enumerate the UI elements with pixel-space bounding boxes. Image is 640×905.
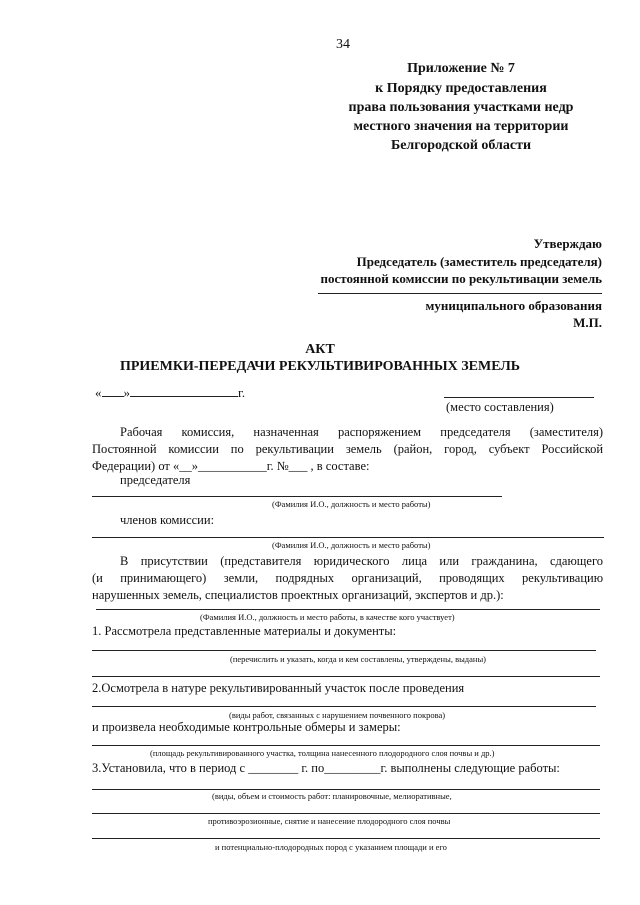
seal-label: М.П.	[573, 315, 602, 330]
presence-line-1	[120, 553, 603, 569]
place-line	[444, 397, 594, 398]
item-3-line	[92, 789, 600, 790]
members-name-line	[92, 537, 604, 538]
members-caption: (Фамилия И.О., должность и место работы)	[272, 540, 431, 550]
appendix-line-3: права пользования участками недр	[348, 100, 574, 115]
word: принимающего)	[120, 571, 207, 585]
item-1-line	[92, 650, 596, 651]
word: Постоянной	[92, 442, 157, 456]
item-3-caption-2: противоэрозионные, снятие и нанесение плодородного слоя почвы	[208, 816, 451, 826]
word: город,	[444, 442, 477, 456]
intro-line-2	[92, 441, 603, 457]
intro-line-3: Федерации) от «__»___________г. №___ , в составе:	[92, 459, 370, 473]
act-title: АКТ	[305, 342, 335, 357]
intro-line-1	[120, 424, 603, 440]
word: Российской	[541, 442, 603, 456]
presence-caption: (Фамилия И.О., должность и место работы, в качестве кого участвует)	[200, 612, 455, 622]
word: (район,	[393, 442, 433, 456]
item-2-text: 2.Осмотрела в натуре рекультивированный участок после проведения	[92, 681, 465, 695]
commission-title: постоянной комиссии по рекультивации земель	[320, 271, 602, 286]
word: рекультивацию	[522, 571, 603, 585]
word: (представителя	[220, 554, 302, 568]
day-blank	[102, 385, 124, 397]
item-1-line-2	[92, 676, 600, 677]
word: назначенная	[253, 425, 319, 439]
word: Рабочая	[120, 425, 163, 439]
presence-line-2	[92, 570, 603, 586]
act-subtitle: ПРИЕМКИ-ПЕРЕДАЧИ РЕКУЛЬТИВИРОВАННЫХ ЗЕМЕЛЬ	[119, 359, 521, 374]
word: В	[120, 554, 129, 568]
word: или	[439, 554, 460, 568]
item-3-text: 3.Установила, что в период с ________ г. по_________г. выполнены следующие работы:	[92, 761, 560, 775]
word: лица	[401, 554, 428, 568]
item-3-line-2	[92, 813, 600, 814]
word: подрядных	[275, 571, 335, 585]
municipality-label: муниципального образования	[425, 298, 602, 313]
word: по	[230, 442, 244, 456]
date-open-quote: «	[95, 385, 102, 400]
signature-line	[318, 293, 602, 294]
word: организаций,	[351, 571, 422, 585]
word: гражданина,	[471, 554, 538, 568]
date-field	[95, 385, 245, 401]
word: комиссия,	[181, 425, 235, 439]
appendix-number: Приложение № 7	[407, 61, 515, 76]
word: сдающего	[549, 554, 603, 568]
chairman-label: председателя	[120, 473, 191, 487]
appendix-line-5: Белгородской области	[390, 138, 532, 153]
word: присутствии	[140, 554, 208, 568]
approve-label: Утверждаю	[533, 236, 602, 251]
page-number: 34	[336, 37, 350, 52]
item-2-caption: (виды работ, связанных с нарушением почвенного покрова)	[229, 710, 446, 720]
word: юридического	[313, 554, 390, 568]
item-2-line-2	[92, 745, 600, 746]
word: (заместителя)	[529, 425, 603, 439]
date-close-quote: »	[123, 385, 130, 400]
item-2-caption-2: (площадь рекультивированного участка, толщина нанесенного плодородного слоя почвы и др.)	[150, 748, 495, 758]
item-3-line-3	[92, 838, 600, 839]
year-suffix: г.	[238, 385, 246, 400]
item-2-line	[92, 706, 596, 707]
word: председателя	[440, 425, 511, 439]
place-caption: (место составления)	[446, 400, 554, 414]
month-blank	[130, 385, 238, 397]
word: распоряжением	[337, 425, 422, 439]
presence-line-3: нарушенных земель, специалистов проектных организаций, экспертов и др.):	[92, 588, 504, 602]
word: (и	[92, 571, 103, 585]
appendix-line-2: к Порядку предоставления	[375, 81, 547, 96]
word: проводящих	[439, 571, 505, 585]
chairman-name-line	[92, 496, 502, 497]
word: земель	[345, 442, 382, 456]
item-3-caption-3: и потенциально-плодородных пород с указанием площади и его	[215, 842, 447, 852]
item-1-caption: (перечислить и указать, когда и кем составлены, утверждены, выданы)	[230, 654, 486, 664]
members-label: членов комиссии:	[120, 513, 215, 527]
chairman-caption: (Фамилия И.О., должность и место работы)	[272, 499, 431, 509]
word: земли,	[223, 571, 259, 585]
appendix-line-4: местного значения на территории	[353, 119, 569, 134]
item-1-text: 1. Рассмотрела представленные материалы и документы:	[92, 624, 397, 638]
chairman-title: Председатель (заместитель председателя)	[356, 254, 602, 269]
word: рекультивации	[255, 442, 334, 456]
word: субъект	[488, 442, 530, 456]
item-3-caption-1: (виды, объем и стоимость работ: планировочные, мелиоративные,	[212, 791, 452, 801]
presence-name-line	[96, 609, 600, 610]
word: комиссии	[168, 442, 219, 456]
item-2-continuation: и произвела необходимые контрольные обмеры и замеры:	[92, 720, 401, 734]
